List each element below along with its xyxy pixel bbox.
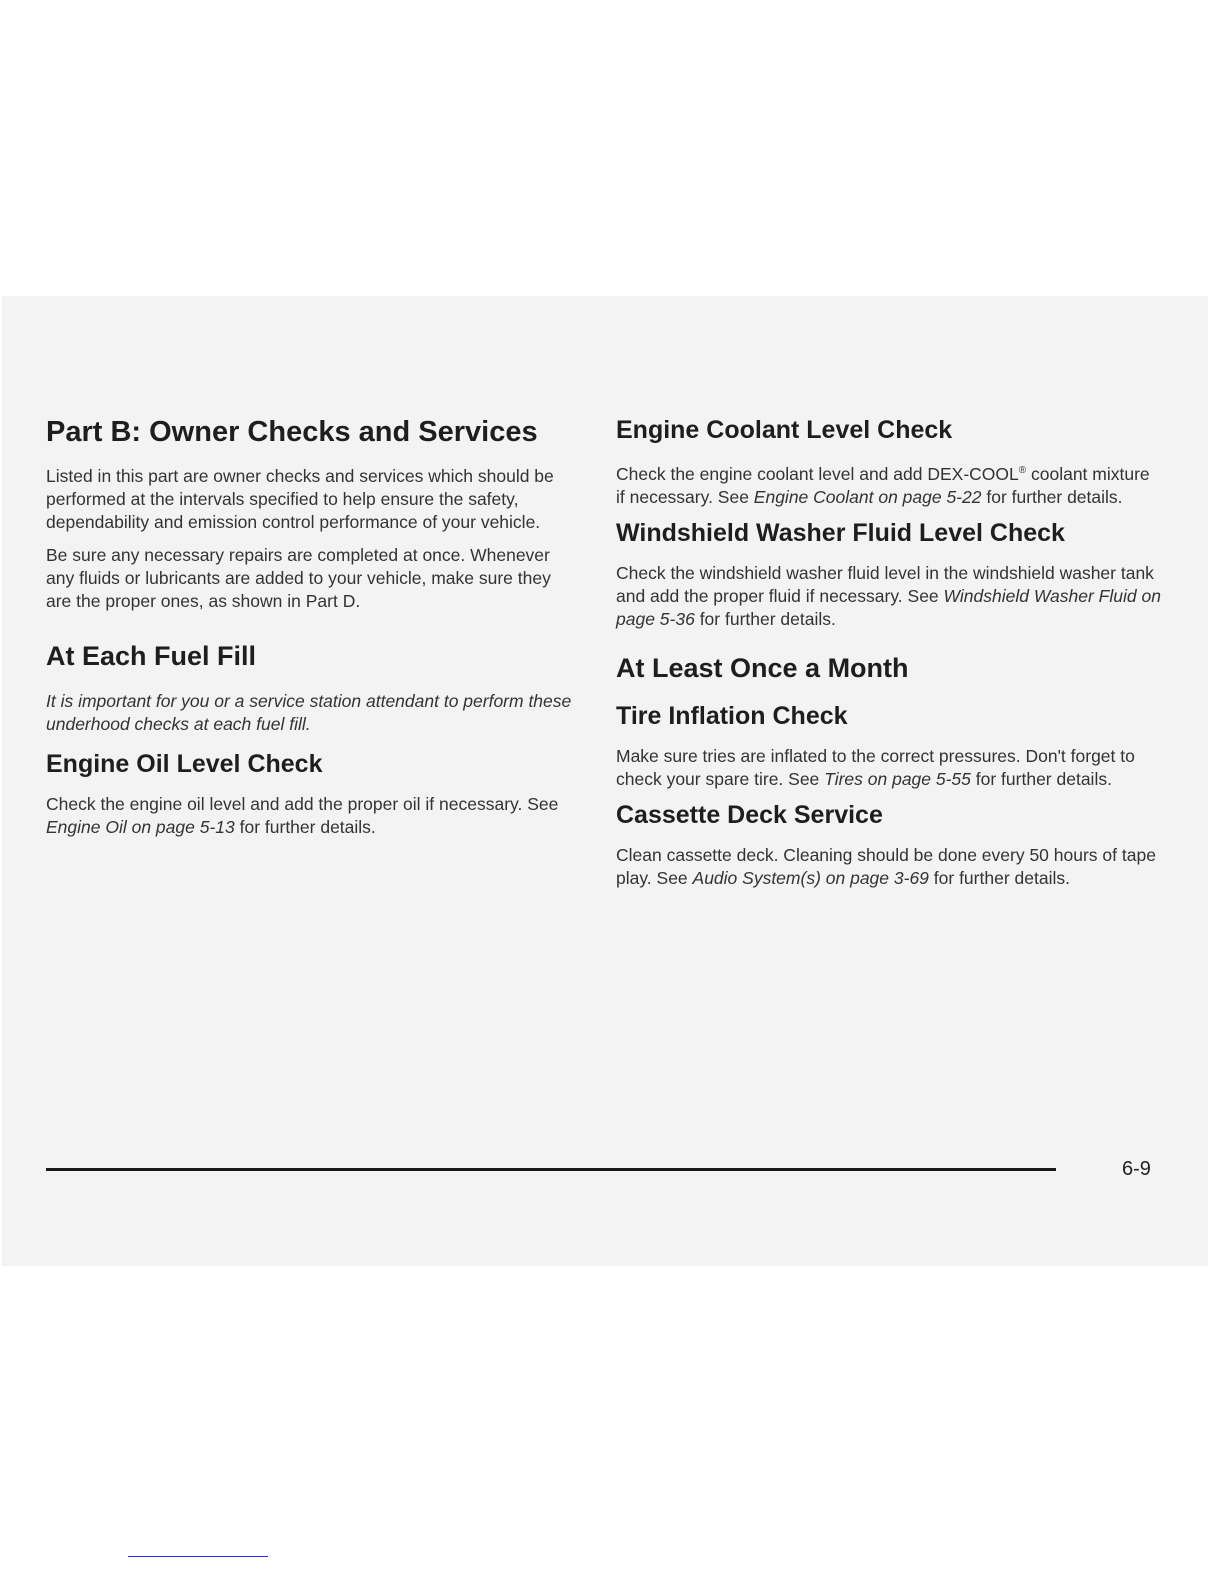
engine-oil-paragraph xyxy=(46,793,576,839)
part-title: Part B: Owner Checks and Services xyxy=(46,416,538,448)
monthly-heading: At Least Once a Month xyxy=(616,652,909,683)
coolant-reference: Engine Coolant on page 5-22 xyxy=(753,486,982,507)
cassette-reference: Audio System(s) on page 3-69 xyxy=(692,867,929,888)
right-column xyxy=(616,416,1161,900)
washer-fluid-paragraph xyxy=(616,562,1161,631)
manual-page xyxy=(2,296,1208,1266)
intro-paragraph: Listed in this part are owner checks and services which should be performed at the intervals specified to help ensure the safety, dependability and emission control performance of your vehicle. xyxy=(46,466,554,532)
engine-oil-heading: Engine Oil Level Check xyxy=(46,750,323,778)
cassette-text-end: for further details. xyxy=(928,867,1070,888)
coolant-text-mid: coolant mixture if necessary. See xyxy=(616,463,1150,507)
coolant-text-end: for further details. xyxy=(981,486,1123,507)
tire-inflation-heading: Tire Inflation Check xyxy=(616,701,848,730)
coolant-paragraph xyxy=(616,459,1161,509)
washer-fluid-reference: Windshield Washer Fluid on page 5-36 xyxy=(616,585,1161,629)
fuel-fill-heading: At Each Fuel Fill xyxy=(46,641,257,671)
engine-oil-text-end: for further details. xyxy=(234,817,376,837)
page-number: 6-9 xyxy=(1122,1158,1151,1180)
tire-inflation-reference: Tires on page 5-55 xyxy=(824,768,971,789)
washer-fluid-text: Check the windshield washer fluid level in the windshield washer tank and add the proper fluid if necessary. See xyxy=(616,562,1154,606)
tire-inflation-text: Make sure tries are inflated to the correct pressures. Don't forget to check your spare tire. See xyxy=(616,745,1135,789)
cassette-paragraph xyxy=(616,844,1161,890)
cassette-heading: Cassette Deck Service xyxy=(616,800,883,829)
washer-fluid-heading: Windshield Washer Fluid Level Check xyxy=(616,518,1065,547)
tire-inflation-text-end: for further details. xyxy=(970,768,1112,789)
fuel-fill-intro: It is important for you or a service station attendant to perform these underhood checks at each fuel fill. xyxy=(46,691,572,734)
repairs-paragraph: Be sure any necessary repairs are completed at once. Whenever any fluids or lubricants are added to your vehicle, make sure they are the proper ones, as shown in Part D. xyxy=(46,545,551,611)
engine-oil-text: Check the engine oil level and add the proper oil if necessary. See xyxy=(46,794,559,814)
registered-mark: ® xyxy=(1018,465,1027,476)
bottom-divider xyxy=(128,1556,268,1557)
washer-fluid-text-end: for further details. xyxy=(694,608,836,629)
coolant-text: Check the engine coolant level and add DEX-COOL xyxy=(616,463,1019,484)
coolant-heading: Engine Coolant Level Check xyxy=(616,416,953,444)
cassette-text: Clean cassette deck. Cleaning should be done every 50 hours of tape play. See xyxy=(616,844,1156,888)
footer-rule xyxy=(46,1168,1056,1171)
engine-oil-reference: Engine Oil on page 5-13 xyxy=(46,817,235,837)
tire-inflation-paragraph xyxy=(616,745,1161,791)
left-column xyxy=(46,416,576,849)
